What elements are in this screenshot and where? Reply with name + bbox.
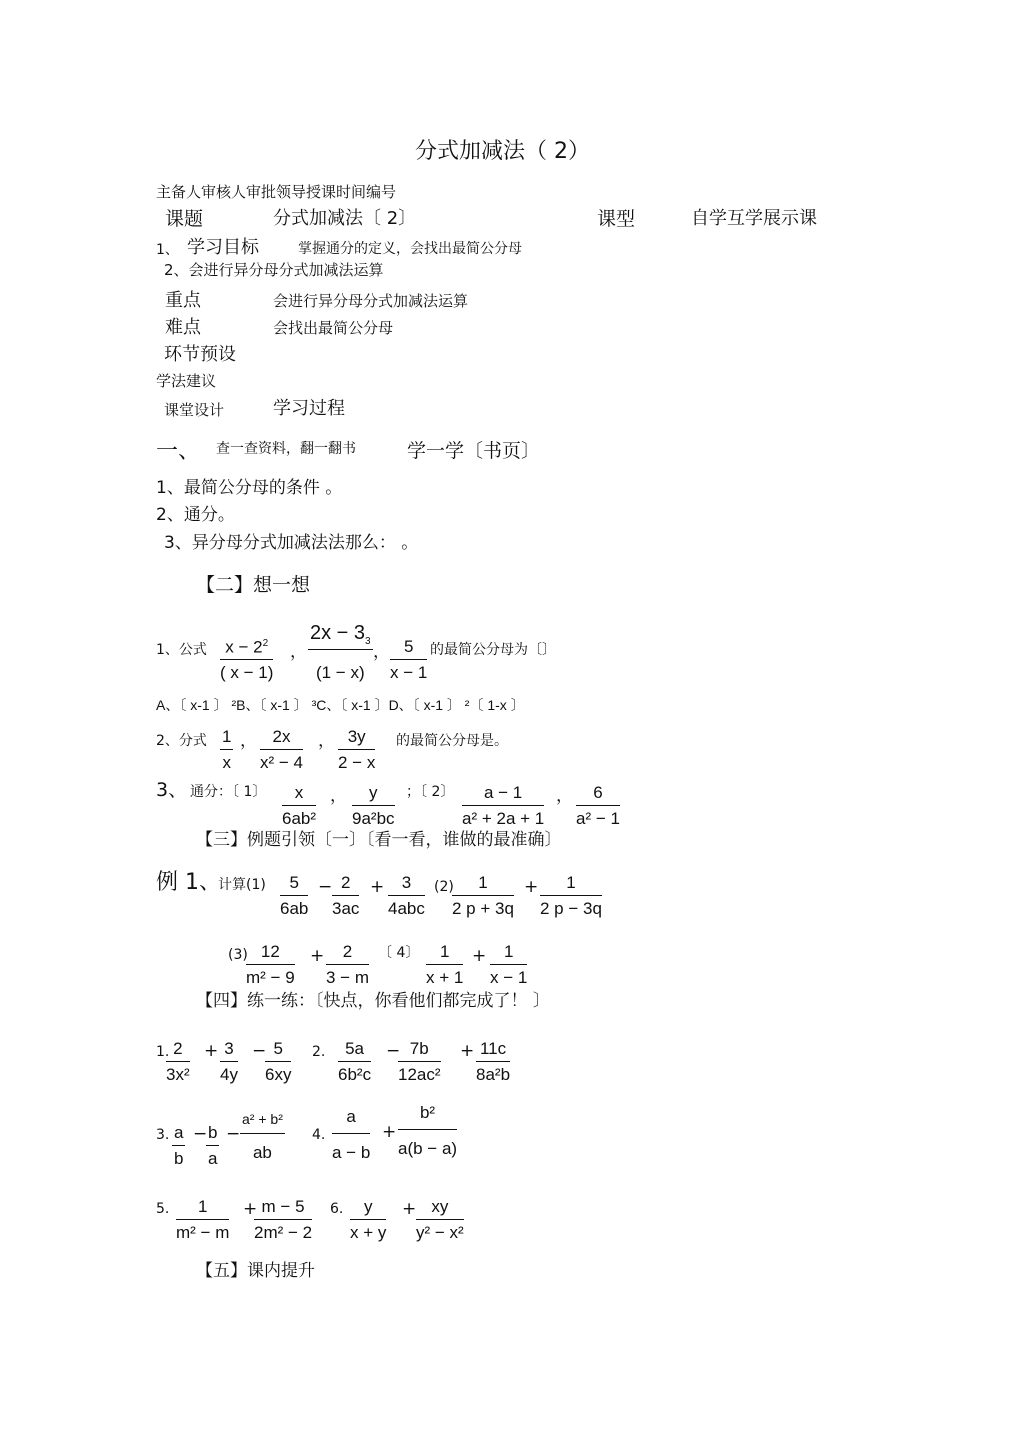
fraction [280, 874, 308, 918]
plus-sign: + [204, 1041, 219, 1061]
denominator: 6xy [265, 1064, 292, 1084]
denominator: b [174, 1148, 184, 1168]
fraction [254, 1198, 312, 1242]
fraction [540, 874, 602, 918]
section1-big: 学一学〔书页〕 [407, 440, 541, 462]
key-point-label: 重点 [165, 290, 201, 311]
numerator: a − 1 [462, 784, 544, 806]
denominator: a − b [332, 1142, 371, 1162]
comma: ， [240, 731, 257, 751]
goal-item2-text: 2、会进行异分母分式加减法运算 [164, 261, 384, 279]
section1-q2: 2、通分。 [156, 505, 235, 525]
plus-sign: + [402, 1199, 417, 1219]
numerator: 2 [326, 943, 369, 965]
section1-q1: 1、最简公分母的条件 。 [156, 478, 343, 498]
numerator: 3 [220, 1040, 238, 1062]
plus-sign: + [370, 877, 385, 897]
class-design-label: 课堂设计 [164, 401, 225, 419]
fraction [265, 1040, 291, 1084]
q1-options: A、〔 x-1 〕 ²B、〔 x-1 〕 ³C、〔 x-1 〕D、〔 x-1 〕 ²〔 1-x 〕 [156, 697, 525, 713]
practice-3-label: 3. [156, 1127, 170, 1143]
section2-heading: 【二】想一想 [196, 574, 311, 596]
practice-4-label: 4. [312, 1127, 326, 1143]
comma: ， [290, 642, 307, 662]
fraction [206, 1124, 219, 1168]
denominator: 3x² [166, 1064, 190, 1084]
numerator: 11c [476, 1040, 510, 1062]
numerator: 5 [280, 874, 308, 896]
fraction [220, 1040, 238, 1084]
numerator: 3y [338, 728, 375, 750]
denominator: 6b²c [338, 1064, 372, 1084]
method-label: 学法建议 [156, 372, 217, 390]
q1-prefix: 1、公式 [156, 642, 207, 658]
minus-sign: − [386, 1041, 401, 1061]
type-value: 自学互学展示课 [691, 208, 817, 229]
fraction [172, 1124, 185, 1168]
example-4-label: 〔 4〕 [378, 945, 420, 961]
fraction [246, 943, 295, 987]
goal-item1-num: 1、 [156, 242, 179, 258]
fraction [220, 638, 273, 683]
numerator: x [282, 784, 316, 806]
fraction [476, 1040, 510, 1084]
denominator: 12ac² [398, 1064, 441, 1084]
practice-2-label: 2. [312, 1044, 326, 1060]
numerator: y [350, 1198, 386, 1220]
comma: ， [330, 786, 347, 806]
fraction [332, 874, 359, 918]
numerator: 5 [265, 1040, 291, 1062]
fraction [426, 943, 463, 987]
class-design-text: 学习过程 [273, 398, 345, 419]
minus-sign: − [318, 877, 333, 897]
fraction [416, 1198, 464, 1242]
section1-num: 一、 [156, 439, 201, 464]
q2-suffix: 的最简公分母是。 [396, 733, 508, 749]
denominator: 9a²bc [352, 808, 395, 828]
numerator: 1 [452, 874, 514, 896]
fraction [176, 1198, 229, 1242]
practice-1-label: 1. [156, 1044, 170, 1060]
numerator: 2 [332, 874, 359, 896]
plus-sign: + [472, 946, 487, 966]
q3-num: 3、 [156, 779, 188, 801]
minus-sign: − [252, 1041, 267, 1061]
numerator: 12 [246, 943, 295, 965]
denominator: a [208, 1148, 218, 1168]
denominator: 8a²b [476, 1064, 511, 1084]
numerator-text: 2x − 3 [310, 622, 366, 644]
practice-6-label: 6. [330, 1201, 344, 1217]
fraction [398, 1040, 441, 1084]
section1-q3: 3、异分母分式加减法法那么： 。 [164, 533, 419, 553]
denominator: 2 − x [338, 752, 376, 772]
denominator: 2 p + 3q [452, 898, 514, 918]
numerator: 5a [338, 1040, 371, 1062]
denominator: ab [252, 1143, 272, 1163]
denominator: 2 p − 3q [540, 898, 602, 918]
numerator: a² + b² [240, 1112, 285, 1134]
minus-sign: − [193, 1124, 208, 1144]
example-3-label: (3) [228, 947, 248, 963]
section3-heading: 【三】例题引领〔一〕〔看一看，谁做的最准确〕 [196, 830, 562, 850]
denominator: a(b − a) [398, 1138, 458, 1158]
denominator: a² − 1 [576, 808, 620, 828]
comma: ， [318, 731, 335, 751]
numerator: 2x [260, 728, 303, 750]
numerator: 1 [490, 943, 527, 965]
comma: ， [373, 642, 390, 662]
numerator: 2 [166, 1040, 190, 1062]
numerator: 7b [398, 1040, 441, 1062]
topic-label: 课题 [165, 208, 204, 230]
numerator: 6 [576, 784, 620, 806]
fraction [388, 874, 425, 918]
example-label: 例 1、 [156, 870, 221, 895]
type-label: 课型 [597, 208, 636, 230]
comma: ， [556, 786, 573, 806]
example-2-label: (2) [434, 879, 454, 895]
fraction [240, 1112, 285, 1163]
difficulty-label: 难点 [165, 317, 201, 338]
example-prefix: 计算(1) [218, 877, 266, 893]
denominator: 4abc [388, 898, 425, 918]
denominator: x + y [350, 1222, 387, 1242]
denominator: 3 − m [326, 967, 369, 987]
denominator: y² − x² [416, 1222, 464, 1242]
numerator: b² [398, 1104, 457, 1130]
fraction [452, 874, 514, 918]
fraction [220, 728, 233, 772]
denominator: m² − 9 [246, 967, 295, 987]
plus-sign: + [524, 877, 539, 897]
numerator: 3 [388, 874, 425, 896]
q3-mid: ；〔 2〕 [406, 784, 455, 800]
denominator: ( x − 1) [220, 663, 274, 683]
numerator: 1 [426, 943, 463, 965]
q3-prefix: 通分：〔 1〕 [190, 784, 267, 800]
fraction [350, 1198, 386, 1242]
denominator: 2m² − 2 [254, 1222, 313, 1242]
q1-suffix: 的最简公分母为〔〕 [430, 642, 556, 658]
goal-item1-label: 学习目标 [187, 237, 259, 258]
numerator [220, 638, 273, 660]
numerator: m − 5 [254, 1198, 312, 1220]
denominator: m² − m [176, 1222, 230, 1242]
denominator: x − 1 [490, 967, 528, 987]
denominator: (1 − x) [315, 663, 365, 682]
plus-sign: + [460, 1041, 475, 1061]
numerator: y [352, 784, 395, 806]
fraction [462, 784, 544, 828]
numerator [308, 622, 373, 650]
stage-label: 环节预设 [164, 344, 236, 365]
minus-sign: − [226, 1124, 241, 1144]
denominator: x + 1 [426, 967, 464, 987]
numerator: 5 [390, 638, 427, 660]
meta-line: 主备人审核人审批领导授课时间编号 [156, 183, 397, 201]
topic-value: 分式加减法〔 2〕 [273, 208, 417, 229]
denominator: x [222, 752, 231, 772]
exponent: 3 [365, 636, 371, 647]
fraction [338, 1040, 371, 1084]
numerator: 1 [220, 728, 233, 750]
fraction [338, 728, 375, 772]
fraction [282, 784, 316, 828]
numerator: xy [416, 1198, 464, 1220]
denominator: 4y [220, 1064, 238, 1084]
numerator: b [206, 1124, 219, 1146]
fraction [352, 784, 395, 828]
section4-heading: 【四】练一练：〔快点，你看他们都完成了！ 〕 [196, 991, 550, 1011]
denominator: x² − 4 [260, 752, 303, 772]
section1-small: 查一查资料，翻一翻书 [216, 441, 356, 457]
q2-prefix: 2、分式 [156, 733, 207, 749]
exponent: 2 [262, 638, 269, 649]
fraction [490, 943, 527, 987]
plus-sign: + [243, 1199, 258, 1219]
section5-heading: 【五】课内提升 [196, 1261, 315, 1281]
numerator-text: x − 2 [225, 637, 263, 657]
numerator: 1 [540, 874, 602, 896]
fraction [260, 728, 303, 772]
goal-item1-text: 掌握通分的定义，会找出最简公分母 [298, 241, 522, 257]
plus-sign: + [310, 946, 325, 966]
fraction [308, 622, 373, 683]
denominator: 3ac [332, 898, 360, 918]
numerator: a [172, 1124, 185, 1146]
numerator: a [332, 1108, 370, 1134]
fraction [390, 638, 427, 682]
plus-sign: + [382, 1122, 397, 1142]
difficulty-text: 会找出最简公分母 [273, 319, 394, 337]
denominator: 6ab² [282, 808, 317, 828]
practice-5-label: 5. [156, 1201, 170, 1217]
fraction [332, 1108, 370, 1162]
page-title: 分式加减法（ 2） [415, 139, 590, 164]
fraction [398, 1104, 457, 1158]
fraction [326, 943, 369, 987]
fraction [576, 784, 620, 828]
denominator: 6ab [280, 898, 309, 918]
key-point-text: 会进行异分母分式加减法运算 [273, 292, 469, 310]
denominator: x − 1 [390, 662, 428, 682]
numerator: 1 [176, 1198, 229, 1220]
denominator: a² + 2a + 1 [462, 808, 545, 828]
fraction [166, 1040, 190, 1084]
